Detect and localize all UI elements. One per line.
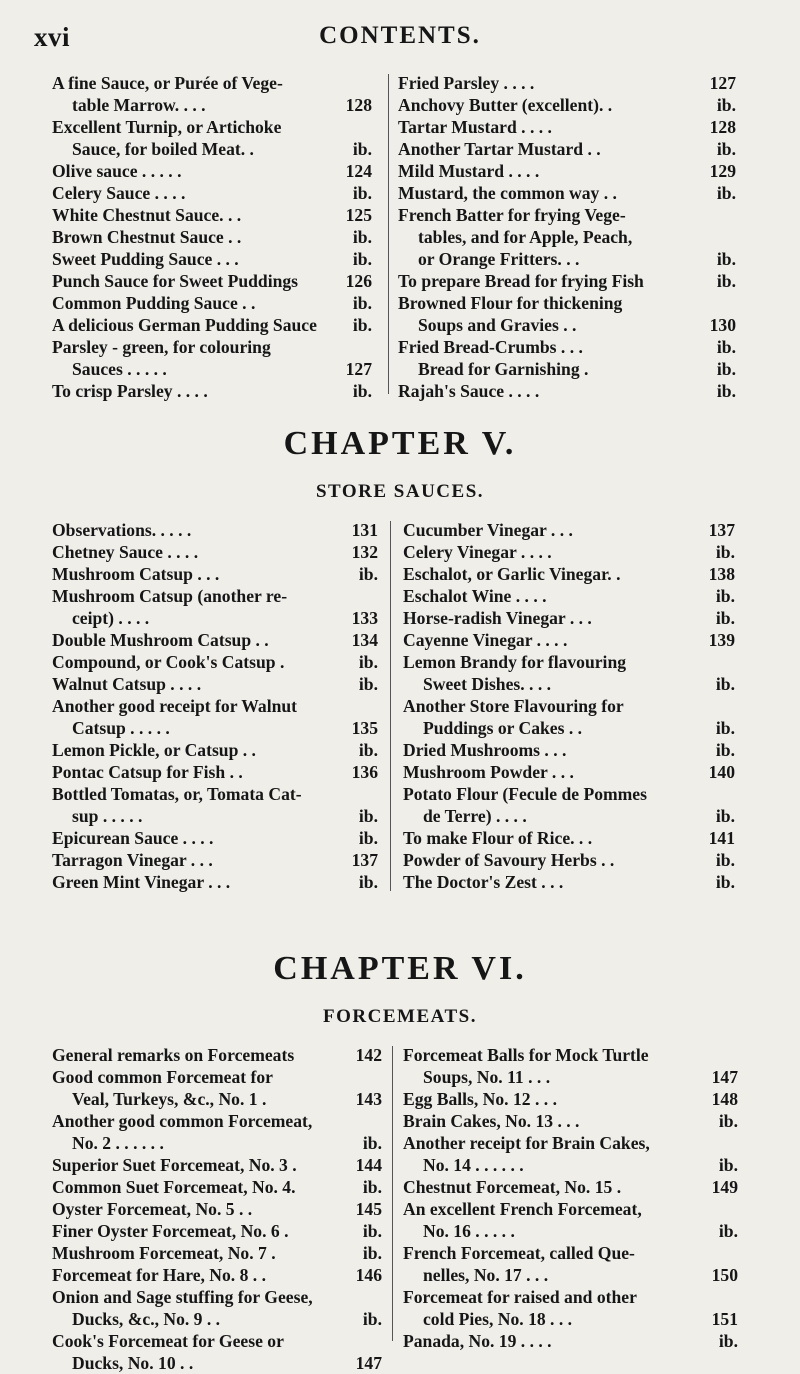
entry-page-number: 149 — [711, 1177, 738, 1197]
entry-title: Observations. . . . . — [52, 520, 192, 540]
entry-title: Oyster Forcemeat, No. 5 . . — [52, 1199, 253, 1219]
contents-entry — [52, 270, 372, 292]
entry-page-number: ib. — [716, 95, 736, 115]
contents-entry — [52, 673, 378, 695]
entry-title: Sauces . . . . . — [72, 359, 167, 379]
entry-title: Fried Parsley . . . . — [398, 73, 535, 93]
contents-entry — [52, 1220, 382, 1242]
entry-page-number: ib. — [716, 183, 736, 203]
entry-title: General remarks on Forcemeats — [52, 1045, 295, 1065]
contents-entry — [52, 695, 378, 717]
entry-title: Mushroom Powder . . . — [403, 762, 574, 782]
right-column — [398, 72, 736, 402]
entry-title: Punch Sauce for Sweet Puddings — [52, 271, 299, 291]
entry-title: Forcemeat for raised and other — [403, 1287, 637, 1307]
entry-title: de Terre) . . . . — [423, 806, 527, 826]
entry-page-number: ib. — [716, 271, 736, 291]
entry-title: tables, and for Apple, Peach, — [418, 227, 633, 247]
entry-page-number: 147 — [711, 1067, 738, 1087]
entry-page-number: ib. — [352, 227, 372, 247]
entry-title: No. 14 . . . . . . — [423, 1155, 524, 1175]
contents-entry — [52, 160, 372, 182]
entry-page-number: ib. — [362, 1221, 382, 1241]
entry-title: A fine Sauce, or Purée of Vege- — [52, 73, 283, 93]
contents-entry — [398, 182, 736, 204]
entry-title: Epicurean Sauce . . . . — [52, 828, 214, 848]
entry-title: Olive sauce . . . . . — [52, 161, 182, 181]
entry-page-number: ib. — [352, 249, 372, 269]
contents-entry — [398, 226, 736, 248]
contents-entry — [403, 849, 735, 871]
entry-title: Cook's Forcemeat for Geese or — [52, 1331, 284, 1351]
entry-title: Parsley - green, for colouring — [52, 337, 271, 357]
right-column — [403, 519, 735, 893]
entry-page-number: ib. — [358, 828, 378, 848]
contents-entry — [403, 1154, 738, 1176]
contents-entry — [52, 607, 378, 629]
entry-page-number: ib. — [362, 1309, 382, 1329]
entry-title: Green Mint Vinegar . . . — [52, 872, 231, 892]
entry-title: Soups and Gravies . . — [418, 315, 577, 335]
contents-entry — [398, 380, 736, 402]
entry-title: Soups, No. 11 . . . — [423, 1067, 551, 1087]
entry-page-number: ib. — [716, 359, 736, 379]
entry-title: Veal, Turkeys, &c., No. 1 . — [72, 1089, 267, 1109]
entry-page-number: ib. — [715, 850, 735, 870]
entry-title: Chetney Sauce . . . . — [52, 542, 199, 562]
entry-title: Mild Mustard . . . . — [398, 161, 540, 181]
contents-entry — [403, 1110, 738, 1132]
contents-entry — [403, 651, 735, 673]
entry-title: Browned Flour for thickening — [398, 293, 623, 313]
entry-title: Onion and Sage stuffing for Geese, — [52, 1287, 313, 1307]
entry-page-number: 128 — [345, 95, 372, 115]
entry-page-number: 145 — [355, 1199, 382, 1219]
entry-page-number: 140 — [708, 762, 735, 782]
contents-entry — [52, 1286, 382, 1308]
entry-title: Ducks, &c., No. 9 . . — [72, 1309, 221, 1329]
contents-entry — [403, 607, 735, 629]
entry-title: Forcemeat for Hare, No. 8 . . — [52, 1265, 266, 1285]
entry-title: Another Store Flavouring for — [403, 696, 624, 716]
contents-entry — [403, 1264, 738, 1286]
entry-title: Superior Suet Forcemeat, No. 3 . — [52, 1155, 297, 1175]
contents-entry — [52, 1154, 382, 1176]
contents-entry — [52, 292, 372, 314]
entry-title: Brown Chestnut Sauce . . — [52, 227, 242, 247]
contents-entry — [52, 358, 372, 380]
entry-page-number: 132 — [351, 542, 378, 562]
entry-page-number: ib. — [352, 315, 372, 335]
entry-title: No. 2 . . . . . . — [72, 1133, 164, 1153]
contents-entry — [398, 248, 736, 270]
entry-page-number: 129 — [709, 161, 736, 181]
contents-entry — [403, 827, 735, 849]
entry-page-number: 131 — [351, 520, 378, 540]
entry-title: Excellent Turnip, or Artichoke — [52, 117, 282, 137]
entry-title: or Orange Fritters. . . — [418, 249, 580, 269]
chapter-heading: CHAPTER V. — [283, 425, 517, 462]
entry-page-number: ib. — [352, 139, 372, 159]
entry-page-number: ib. — [715, 806, 735, 826]
contents-entry — [52, 541, 378, 563]
entry-title: ceipt) . . . . — [72, 608, 150, 628]
entry-title: Ducks, No. 10 . . — [72, 1353, 194, 1373]
entry-page-number: 151 — [711, 1309, 738, 1329]
contents-entry — [398, 116, 736, 138]
entry-title: Bottled Tomatas, or, Tomata Cat- — [52, 784, 302, 804]
contents-entry — [403, 1286, 738, 1308]
entry-title: Common Pudding Sauce . . — [52, 293, 256, 313]
contents-entry — [52, 849, 378, 871]
chapter-subheading: STORE SAUCES. — [315, 481, 485, 502]
entry-title: Compound, or Cook's Catsup . — [52, 652, 285, 672]
left-column — [52, 519, 378, 893]
contents-entry — [52, 717, 378, 739]
entry-page-number: ib. — [362, 1133, 382, 1153]
contents-entry — [403, 673, 735, 695]
contents-entry — [52, 629, 378, 651]
right-column — [403, 1044, 738, 1352]
entry-page-number: ib. — [715, 718, 735, 738]
entry-page-number: ib. — [718, 1111, 738, 1131]
contents-entry — [403, 1308, 738, 1330]
entry-title: Walnut Catsup . . . . — [52, 674, 202, 694]
entry-page-number: ib. — [362, 1177, 382, 1197]
entry-page-number: ib. — [718, 1155, 738, 1175]
entry-page-number: ib. — [358, 740, 378, 760]
contents-entry — [403, 585, 735, 607]
entry-page-number: 150 — [711, 1265, 738, 1285]
contents-entry — [52, 1330, 382, 1352]
contents-entry — [52, 1176, 382, 1198]
entry-title: sup . . . . . — [72, 806, 143, 826]
entry-page-number: ib. — [715, 608, 735, 628]
entry-title: Finer Oyster Forcemeat, No. 6 . — [52, 1221, 289, 1241]
contents-entry — [52, 827, 378, 849]
entry-title: Potato Flour (Fecule de Pommes — [403, 784, 647, 804]
entry-page-number: 124 — [345, 161, 372, 181]
entry-title: Puddings or Cakes . . — [423, 718, 583, 738]
entry-title: Mustard, the common way . . — [398, 183, 617, 203]
entry-title: To prepare Bread for frying Fish — [398, 271, 644, 291]
entry-title: Another good common Forcemeat, — [52, 1111, 313, 1131]
entry-title: Lemon Pickle, or Catsup . . — [52, 740, 256, 760]
entry-page-number: ib. — [718, 1221, 738, 1241]
entry-title: Sweet Dishes. . . . — [423, 674, 552, 694]
entry-page-number: ib. — [358, 806, 378, 826]
entry-page-number: 137 — [708, 520, 735, 540]
entry-page-number: 141 — [708, 828, 735, 848]
entry-title: Eschalot, or Garlic Vinegar. . — [403, 564, 621, 584]
entry-title: Sauce, for boiled Meat. . — [72, 139, 254, 159]
contents-entry — [52, 563, 378, 585]
entry-page-number: ib. — [715, 872, 735, 892]
section-sauces-continued — [0, 72, 800, 401]
section-store-sauces — [0, 519, 800, 899]
entry-page-number: ib. — [352, 293, 372, 313]
contents-entry — [403, 761, 735, 783]
entry-page-number: ib. — [358, 564, 378, 584]
column-divider — [392, 1046, 393, 1341]
entry-page-number: 143 — [355, 1089, 382, 1109]
entry-page-number: 136 — [351, 762, 378, 782]
entry-page-number: ib. — [715, 740, 735, 760]
contents-entry — [52, 1352, 382, 1374]
entry-title: Catsup . . . . . — [72, 718, 170, 738]
contents-entry — [398, 160, 736, 182]
contents-entry — [403, 1044, 738, 1066]
entry-page-number: ib. — [715, 542, 735, 562]
entry-page-number: 126 — [345, 271, 372, 291]
entry-page-number: ib. — [358, 872, 378, 892]
entry-title: Egg Balls, No. 12 . . . — [403, 1089, 557, 1109]
contents-entry — [403, 541, 735, 563]
entry-page-number: ib. — [718, 1331, 738, 1351]
running-header — [0, 0, 800, 60]
contents-entry — [52, 1198, 382, 1220]
contents-entry — [52, 138, 372, 160]
entry-title: Celery Vinegar . . . . — [403, 542, 552, 562]
chapter-subheading: FORCEMEATS. — [323, 1006, 477, 1027]
contents-entry — [52, 871, 378, 893]
entry-title: The Doctor's Zest . . . — [403, 872, 564, 892]
entry-title: Brain Cakes, No. 13 . . . — [403, 1111, 580, 1131]
entry-title: Celery Sauce . . . . — [52, 183, 186, 203]
entry-page-number: 134 — [351, 630, 378, 650]
contents-entry — [52, 1308, 382, 1330]
contents-entry — [52, 72, 372, 94]
entry-title: Dried Mushrooms . . . — [403, 740, 567, 760]
entry-page-number: 135 — [351, 718, 378, 738]
contents-entry — [403, 717, 735, 739]
entry-page-number: ib. — [716, 139, 736, 159]
contents-entry — [403, 1330, 738, 1352]
contents-entry — [403, 629, 735, 651]
contents-entry — [52, 805, 378, 827]
contents-entry — [52, 783, 378, 805]
entry-title: table Marrow. . . . — [72, 95, 206, 115]
entry-title: Common Suet Forcemeat, No. 4. — [52, 1177, 296, 1197]
contents-entry — [52, 94, 372, 116]
contents-entry — [403, 805, 735, 827]
contents-entry — [398, 358, 736, 380]
contents-entry — [52, 1066, 382, 1088]
running-title: CONTENTS. — [319, 22, 481, 49]
contents-entry — [52, 248, 372, 270]
entry-page-number: ib. — [362, 1243, 382, 1263]
contents-entry — [52, 1132, 382, 1154]
entry-page-number: 133 — [351, 608, 378, 628]
entry-title: Horse-radish Vinegar . . . — [403, 608, 592, 628]
entry-title: A delicious German Pudding Sauce — [52, 315, 317, 335]
contents-entry — [52, 585, 378, 607]
entry-title: White Chestnut Sauce. . . — [52, 205, 242, 225]
chapter-heading: CHAPTER VI. — [273, 950, 527, 987]
entry-title: Eschalot Wine . . . . — [403, 586, 547, 606]
contents-entry — [403, 1176, 738, 1198]
entry-title: Another Tartar Mustard . . — [398, 139, 601, 159]
entry-page-number: 138 — [708, 564, 735, 584]
contents-entry — [52, 1088, 382, 1110]
entry-title: Another good receipt for Walnut — [52, 696, 298, 716]
entry-page-number: 146 — [355, 1265, 382, 1285]
entry-title: Lemon Brandy for flavouring — [403, 652, 627, 672]
entry-title: To crisp Parsley . . . . — [52, 381, 208, 401]
contents-entry — [403, 1132, 738, 1154]
contents-entry — [52, 1110, 382, 1132]
contents-entry — [52, 116, 372, 138]
entry-title: Good common Forcemeat for — [52, 1067, 273, 1087]
entry-title: Powder of Savoury Herbs . . — [403, 850, 615, 870]
contents-entry — [403, 519, 735, 541]
entry-page-number: 147 — [355, 1353, 382, 1373]
contents-entry — [398, 292, 736, 314]
entry-page-number: ib. — [716, 249, 736, 269]
entry-page-number: ib. — [352, 381, 372, 401]
entry-page-number: ib. — [358, 674, 378, 694]
contents-entry — [52, 1264, 382, 1286]
contents-entry — [52, 204, 372, 226]
entry-title: Double Mushroom Catsup . . — [52, 630, 269, 650]
entry-title: No. 16 . . . . . — [423, 1221, 515, 1241]
entry-title: French Batter for frying Vege- — [398, 205, 626, 225]
section-forcemeats — [0, 1044, 800, 1373]
entry-page-number: ib. — [716, 381, 736, 401]
entry-page-number: ib. — [358, 652, 378, 672]
entry-title: Cucumber Vinegar . . . — [403, 520, 573, 540]
contents-entry — [403, 871, 735, 893]
contents-entry — [52, 1242, 382, 1264]
contents-entry — [403, 1198, 738, 1220]
entry-title: To make Flour of Rice. . . — [403, 828, 593, 848]
contents-entry — [52, 314, 372, 336]
entry-title: Chestnut Forcemeat, No. 15 . — [403, 1177, 622, 1197]
entry-title: Rajah's Sauce . . . . — [398, 381, 540, 401]
entry-page-number: 128 — [709, 117, 736, 137]
contents-entry — [52, 519, 378, 541]
entry-title: Mushroom Catsup (another re- — [52, 586, 288, 606]
entry-title: Another receipt for Brain Cakes, — [403, 1133, 650, 1153]
page-folio: xvi — [34, 22, 71, 52]
contents-entry — [398, 270, 736, 292]
entry-page-number: 130 — [709, 315, 736, 335]
contents-entry — [398, 314, 736, 336]
entry-title: Fried Bread-Crumbs . . . — [398, 337, 583, 357]
entry-title: nelles, No. 17 . . . — [423, 1265, 549, 1285]
contents-entry — [403, 783, 735, 805]
entry-title: Tartar Mustard . . . . — [398, 117, 552, 137]
entry-title: French Forcemeat, called Que- — [403, 1243, 635, 1263]
contents-entry — [403, 739, 735, 761]
entry-title: cold Pies, No. 18 . . . — [423, 1309, 573, 1329]
contents-entry — [52, 182, 372, 204]
entry-title: Pontac Catsup for Fish . . — [52, 762, 243, 782]
entry-page-number: 125 — [345, 205, 372, 225]
entry-page-number: ib. — [716, 337, 736, 357]
entry-title: Forcemeat Balls for Mock Turtle — [403, 1045, 649, 1065]
entry-title: Mushroom Forcemeat, No. 7 . — [52, 1243, 276, 1263]
entry-page-number: 137 — [351, 850, 378, 870]
contents-entry — [52, 739, 378, 761]
column-divider — [388, 74, 389, 394]
entry-page-number: 142 — [355, 1045, 382, 1065]
entry-title: Sweet Pudding Sauce . . . — [52, 249, 239, 269]
contents-entry — [52, 380, 372, 402]
entry-page-number: 144 — [355, 1155, 382, 1175]
contents-entry — [52, 226, 372, 248]
contents-entry — [403, 1220, 738, 1242]
contents-entry — [52, 336, 372, 358]
entry-page-number: 139 — [708, 630, 735, 650]
entry-title: Mushroom Catsup . . . — [52, 564, 220, 584]
contents-entry — [403, 1088, 738, 1110]
contents-entry — [398, 204, 736, 226]
entry-page-number: 148 — [711, 1089, 738, 1109]
entry-title: An excellent French Forcemeat, — [403, 1199, 642, 1219]
contents-entry — [403, 563, 735, 585]
contents-entry — [398, 336, 736, 358]
column-divider — [390, 521, 391, 891]
entry-page-number: ib. — [715, 586, 735, 606]
left-column — [52, 1044, 382, 1374]
contents-entry — [52, 651, 378, 673]
contents-entry — [398, 138, 736, 160]
contents-entry — [403, 1242, 738, 1264]
entry-title: Bread for Garnishing . — [418, 359, 589, 379]
entry-title: Panada, No. 19 . . . . — [403, 1331, 552, 1351]
entry-page-number: 127 — [709, 73, 736, 93]
contents-entry — [52, 761, 378, 783]
entry-title: Tarragon Vinegar . . . — [52, 850, 213, 870]
entry-page-number: ib. — [715, 674, 735, 694]
contents-entry — [403, 695, 735, 717]
contents-entry — [398, 94, 736, 116]
entry-title: Anchovy Butter (excellent). . — [398, 95, 613, 115]
contents-entry — [52, 1044, 382, 1066]
contents-entry — [403, 1066, 738, 1088]
contents-entry — [398, 72, 736, 94]
left-column — [52, 72, 372, 402]
entry-page-number: 127 — [345, 359, 372, 379]
entry-title: Cayenne Vinegar . . . . — [403, 630, 568, 650]
entry-page-number: ib. — [352, 183, 372, 203]
